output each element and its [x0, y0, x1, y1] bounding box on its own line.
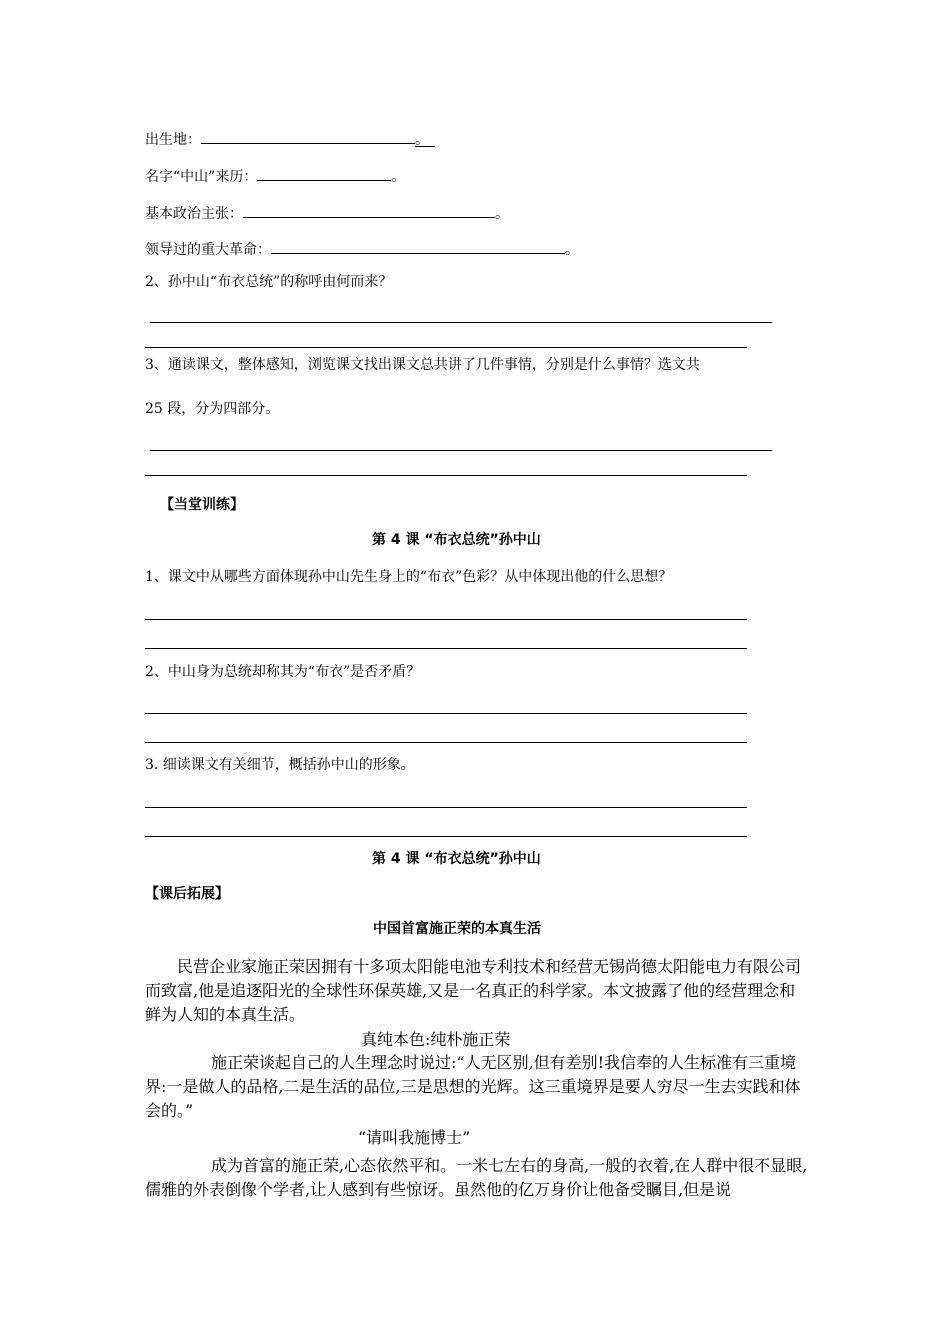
- politics-line: [145, 202, 509, 223]
- article-subhead-1: 真纯本色:纯朴施正荣: [361, 1030, 511, 1049]
- article-paragraph-1: 施正荣谈起自己的人生理念时说过:“人无区别,但有差别!我信奉的人生标准有三重境界:一是做人的品格,二是生活的品位,三是思想的光辉。这三重境界是要人穷尽一生去实践和体会的。”: [145, 1053, 801, 1120]
- answer-line[interactable]: [145, 742, 747, 743]
- revolution-blank[interactable]: [271, 238, 565, 254]
- preview-question-3-line1: 3、通读课文，整体感知，浏览课文找出课文总共讲了几件事情，分别是什么事情？选文共: [145, 357, 700, 373]
- name-origin-label: 名字“中山”来历：: [145, 169, 258, 185]
- revolution-end: 。: [565, 242, 579, 258]
- class-training-heading: 【当堂训练】: [160, 497, 244, 513]
- lesson-title-repeat: 第 4 课 “布衣总统”孙中山: [372, 851, 541, 867]
- politics-end: 。: [495, 206, 509, 222]
- answer-line[interactable]: [145, 475, 747, 476]
- answer-line[interactable]: [150, 322, 772, 323]
- revolution-line: [145, 238, 579, 259]
- preview-question-3-line2: 25 段，分为四部分。: [145, 401, 280, 417]
- politics-blank[interactable]: [243, 202, 495, 218]
- name-origin-end: 。: [391, 169, 406, 185]
- after-class-heading: 【课后拓展】: [145, 886, 229, 902]
- answer-line[interactable]: [145, 713, 747, 714]
- revolution-label: 领导过的重大革命：: [145, 242, 271, 258]
- article-paragraph-2: 成为首富的施正荣,心态依然平和。一米七左右的身高,一般的衣着,在人群中很不显眼,儒雅的外表倒像个学者,让人感到有些惊讶。虽然他的亿万身价让他备受瞩目,但是说: [145, 1156, 808, 1199]
- answer-line[interactable]: [150, 450, 772, 451]
- answer-line[interactable]: [145, 347, 747, 348]
- answer-line[interactable]: [145, 619, 747, 620]
- article-subhead-2: “请叫我施博士”: [358, 1128, 471, 1147]
- birthplace-label: 出生地：: [145, 132, 201, 148]
- article-title: 中国首富施正荣的本真生活: [373, 921, 541, 937]
- training-question-2: 2、中山身为总统却称其为“布衣”是否矛盾？: [145, 664, 421, 680]
- birthplace-blank[interactable]: [201, 128, 415, 144]
- birthplace-end: 。: [415, 131, 435, 147]
- name-origin-blank[interactable]: [257, 165, 391, 181]
- birthplace-line: [145, 128, 435, 149]
- preview-question-2: 2、孙中山“布衣总统”的称呼由何而来？: [145, 274, 393, 290]
- training-question-1: 1、课文中从哪些方面体现孙中山先生身上的“布衣”色彩？从中体现出他的什么思想？: [145, 569, 673, 585]
- answer-line[interactable]: [145, 807, 747, 808]
- answer-line[interactable]: [145, 648, 747, 649]
- article-intro: 民营企业家施正荣因拥有十多项太阳能电池专利技术和经营无锡尚德太阳能电力有限公司而致富,他是追逐阳光的全球性环保英雄,又是一名真正的科学家。本文披露了他的经营理念和鲜为人知的本真生活。: [145, 957, 802, 1024]
- training-question-3: 3. 细读课文有关细节，概括孙中山的形象。: [145, 757, 415, 773]
- answer-line[interactable]: [145, 836, 747, 837]
- politics-label: 基本政治主张：: [145, 206, 243, 222]
- lesson-title: 第 4 课 “布衣总统”孙中山: [372, 532, 541, 548]
- name-origin-line: [145, 165, 405, 186]
